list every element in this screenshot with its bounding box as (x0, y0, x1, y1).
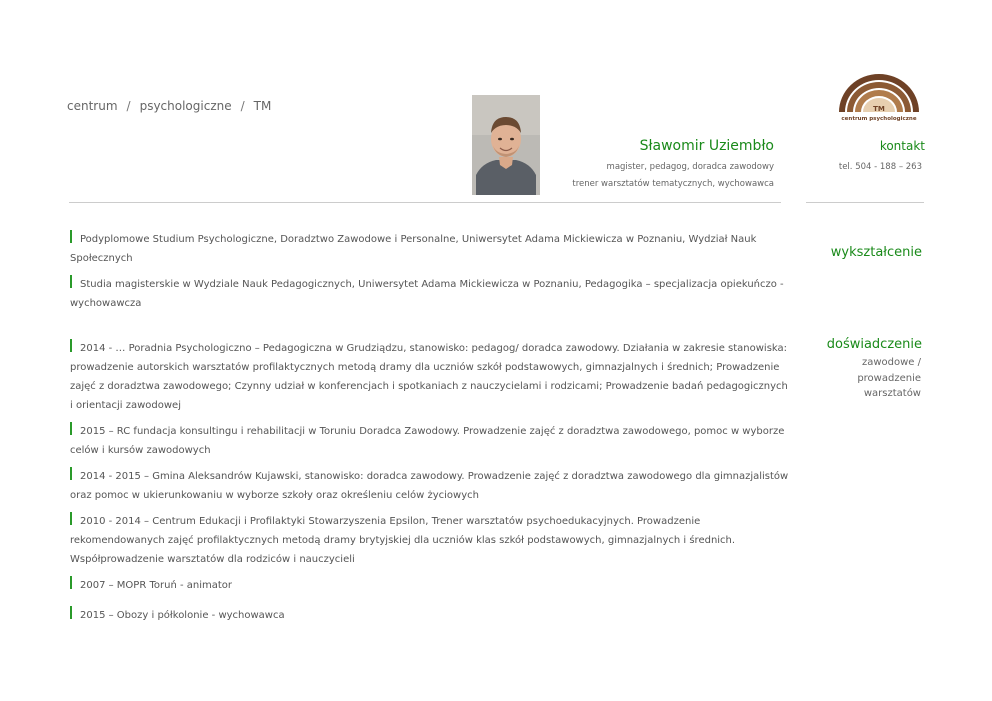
person-name: Sławomir Uziembło (639, 138, 774, 154)
experience-item: 2010 - 2014 – Centrum Edukacji i Profilaktyki Stowarzyszenia Epsilon, Trener warsztatów psychoedukacyjnych. Prowadzenie rekomendowanych zajęć profilaktycznych metodą dramy brytyjskiej dla uczniów klas szkół podstawowych, gimnazjalnych i średnich. Współprowadzenie warsztatów dla rodziców i nauczycieli (70, 512, 790, 569)
education-section-title: wykształcenie (830, 245, 922, 260)
centrum-logo[interactable] (834, 72, 924, 124)
breadcrumb-item-tm[interactable]: TM (253, 99, 272, 113)
education-item: Studia magisterskie w Wydziale Nauk Pedagogicznych, Uniwersytet Adama Mickiewicza w Poznaniu, Pedagogika – specjalizacja opiekuńczo - wychowawcza (70, 275, 790, 313)
bullet-marker (70, 576, 72, 589)
divider (806, 202, 924, 203)
bullet-marker (70, 606, 72, 619)
contact-link[interactable]: kontakt (879, 139, 925, 153)
logo-text: centrum psychologiczne (841, 116, 917, 122)
bullet-marker (70, 275, 72, 288)
bullet-marker (70, 339, 72, 352)
person-subtitle: trener warsztatów tematycznych, wychowawca (572, 179, 774, 189)
breadcrumb-separator: / (240, 99, 245, 113)
person-subtitle: magister, pedagog, doradca zawodowy (606, 162, 774, 172)
experience-item: 2014 - 2015 – Gmina Aleksandrów Kujawski, stanowisko: doradca zawodowy. Prowadzenie zajęć z doradztwa zawodowego dla gimnazjalistów oraz pomoc w ukierunkowaniu w wyborze szkoły oraz określeniu celów życiowych (70, 467, 790, 505)
experience-section-title: doświadczenie (826, 337, 922, 352)
divider (69, 202, 781, 203)
bullet-marker (70, 467, 72, 480)
experience-item: 2015 – RC fundacja konsultingu i rehabilitacji w Toruniu Doradca Zawodowy. Prowadzenie zajęć z doradztwa zawodowego, pomoc w wyborze celów i kursów zawodowych (70, 422, 790, 460)
breadcrumb-separator: / (126, 99, 131, 113)
bullet-marker (70, 230, 72, 243)
experience-section-subtitle: zawodowe / prowadzenie warsztatów (857, 357, 921, 399)
experience-item: 2014 - … Poradnia Psychologiczno – Pedagogiczna w Grudziądzu, stanowisko: pedagog/ doradca zawodowy. Działania w zakresie stanowiska: prowadzenie autorskich warsztatów profilaktycznych metodą dramy dla uczniów szkół podstawowych, gimnazjalnych i średnich; Prowadzenie zajęć z doradztwa zawodowego; Czynny udział w konferencjach i spotkaniach z nauczycielami i rodzicami; Prowadzenie badań pedagogicznych i orientacji zawodowej (70, 339, 790, 415)
bullet-marker (70, 422, 72, 435)
experience-item: 2015 – Obozy i półkolonie - wychowawca (70, 606, 790, 625)
breadcrumb (67, 99, 271, 113)
breadcrumb-item-psychologiczne[interactable]: psychologiczne (139, 99, 232, 113)
education-item: Podyplomowe Studium Psychologiczne, Doradztwo Zawodowe i Personalne, Uniwersytet Adama Mickiewicza w Poznaniu, Wydział Nauk Społecznych (70, 230, 790, 268)
logo-initials: TM (873, 105, 885, 113)
bullet-marker (70, 512, 72, 525)
breadcrumb-item-centrum[interactable]: centrum (67, 99, 118, 113)
contact-phone: tel. 504 - 188 – 263 (838, 162, 922, 172)
experience-item: 2007 – MOPR Toruń - animator (70, 576, 790, 595)
